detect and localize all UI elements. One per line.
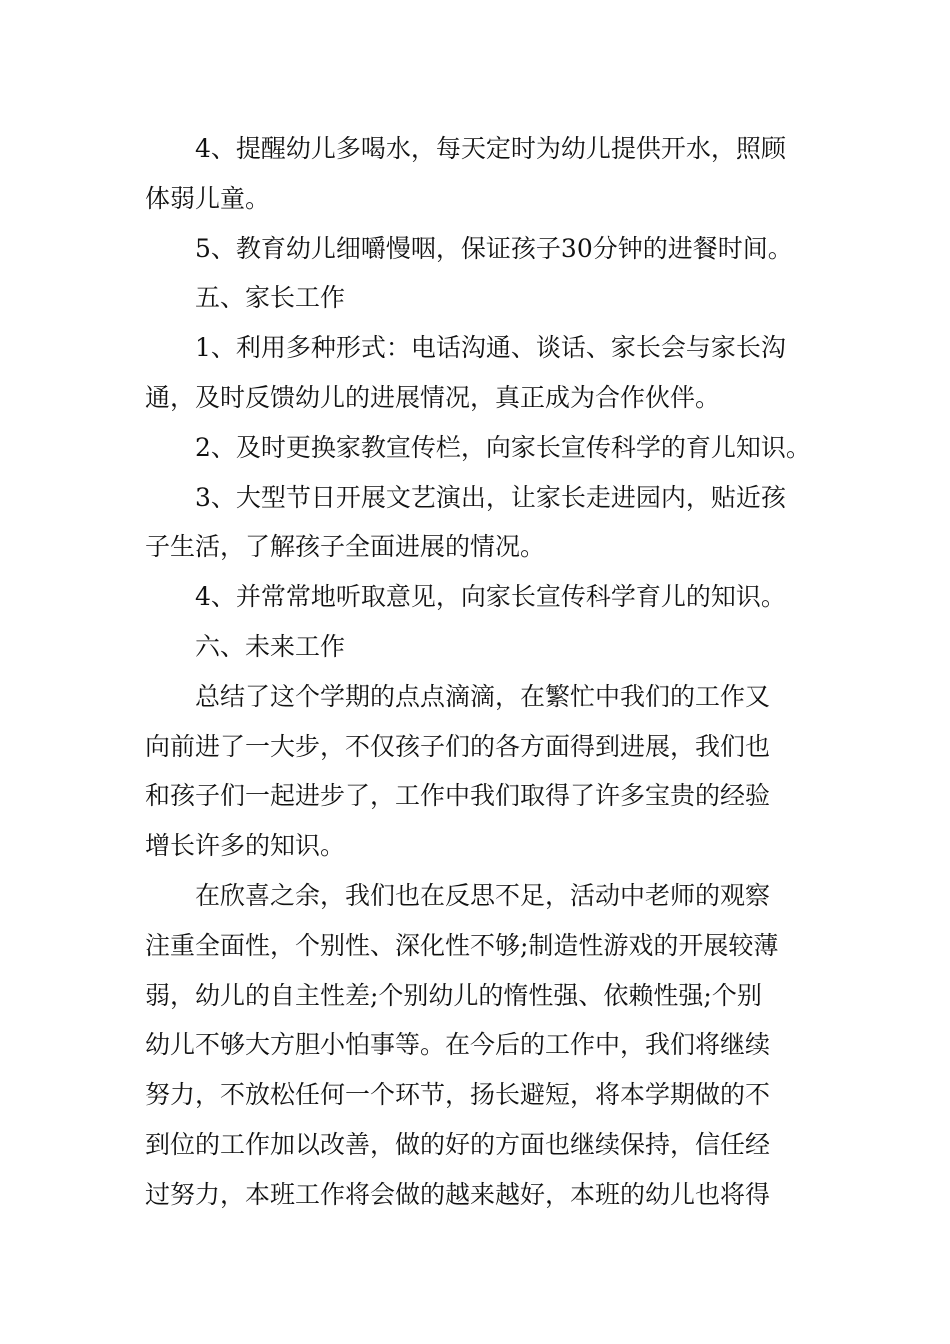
section-heading-parent-work: [145, 273, 809, 323]
text-line: 五、家长工作: [195, 283, 346, 313]
text-line: 4、提醒幼儿多喝水，每天定时为幼儿提供开水，照顾: [195, 134, 786, 163]
paragraph-semester-summary: [145, 672, 809, 871]
text-line: 总结了这个学期的点点滴滴，在繁忙中我们的工作又: [195, 681, 771, 711]
text-line: 在欣喜之余，我们也在反思不足，活动中老师的观察: [195, 880, 771, 910]
text-line: 体弱儿童。: [145, 183, 271, 213]
text-line: 4、并常常地听取意见，向家长宣传科学育儿的知识。: [195, 582, 786, 612]
document-body: [145, 124, 809, 1220]
text-line: 5、教育幼儿细嚼慢咽，保证孩子30分钟的进餐时间。: [195, 233, 793, 263]
text-line: 子生活，了解孩子全面进展的情况。: [145, 532, 546, 562]
paragraph-festival-performance: [145, 473, 809, 573]
text-line: 幼儿不够大方胆小怕事等。在今后的工作中，我们将继续: [145, 1030, 771, 1060]
text-line: 和孩子们一起进步了，工作中我们取得了许多宝贵的经验: [145, 781, 771, 811]
text-line: 增长许多的知识。: [145, 831, 346, 861]
text-line: 过努力，本班工作将会做的越来越好，本班的幼儿也将得: [145, 1179, 771, 1209]
text-line: 2、及时更换家教宣传栏，向家长宣传科学的育儿知识。: [195, 432, 811, 462]
paragraph-care-meals: [145, 224, 809, 274]
text-line: 弱，幼儿的自主性差;个别幼儿的惰性强、依赖性强;个别: [145, 980, 762, 1010]
paragraph-bulletin-board: [145, 423, 809, 473]
text-line: 通，及时反馈幼儿的进展情况，真正成为合作伙伴。: [145, 382, 721, 412]
text-line: 3、大型节日开展文艺演出，让家长走进园内，贴近孩: [195, 482, 786, 512]
paragraph-reflection: [145, 871, 809, 1220]
text-line: 六、未来工作: [195, 631, 346, 661]
text-line: 努力，不放松任何一个环节，扬长避短，将本学期做的不: [145, 1080, 771, 1110]
text-line: 到位的工作加以改善，做的好的方面也继续保持，信任经: [145, 1129, 771, 1159]
text-line: 向前进了一大步，不仅孩子们的各方面得到进展，我们也: [145, 731, 771, 761]
paragraph-parent-communication: [145, 323, 809, 423]
text-line: 注重全面性，个别性、深化性不够;制造性游戏的开展较薄: [145, 930, 779, 960]
section-heading-future-work: [145, 622, 809, 672]
text-line: 1、利用多种形式：电话沟通、谈话、家长会与家长沟: [195, 333, 786, 363]
paragraph-care-water: [145, 124, 809, 224]
paragraph-listen-opinions: [145, 572, 809, 622]
